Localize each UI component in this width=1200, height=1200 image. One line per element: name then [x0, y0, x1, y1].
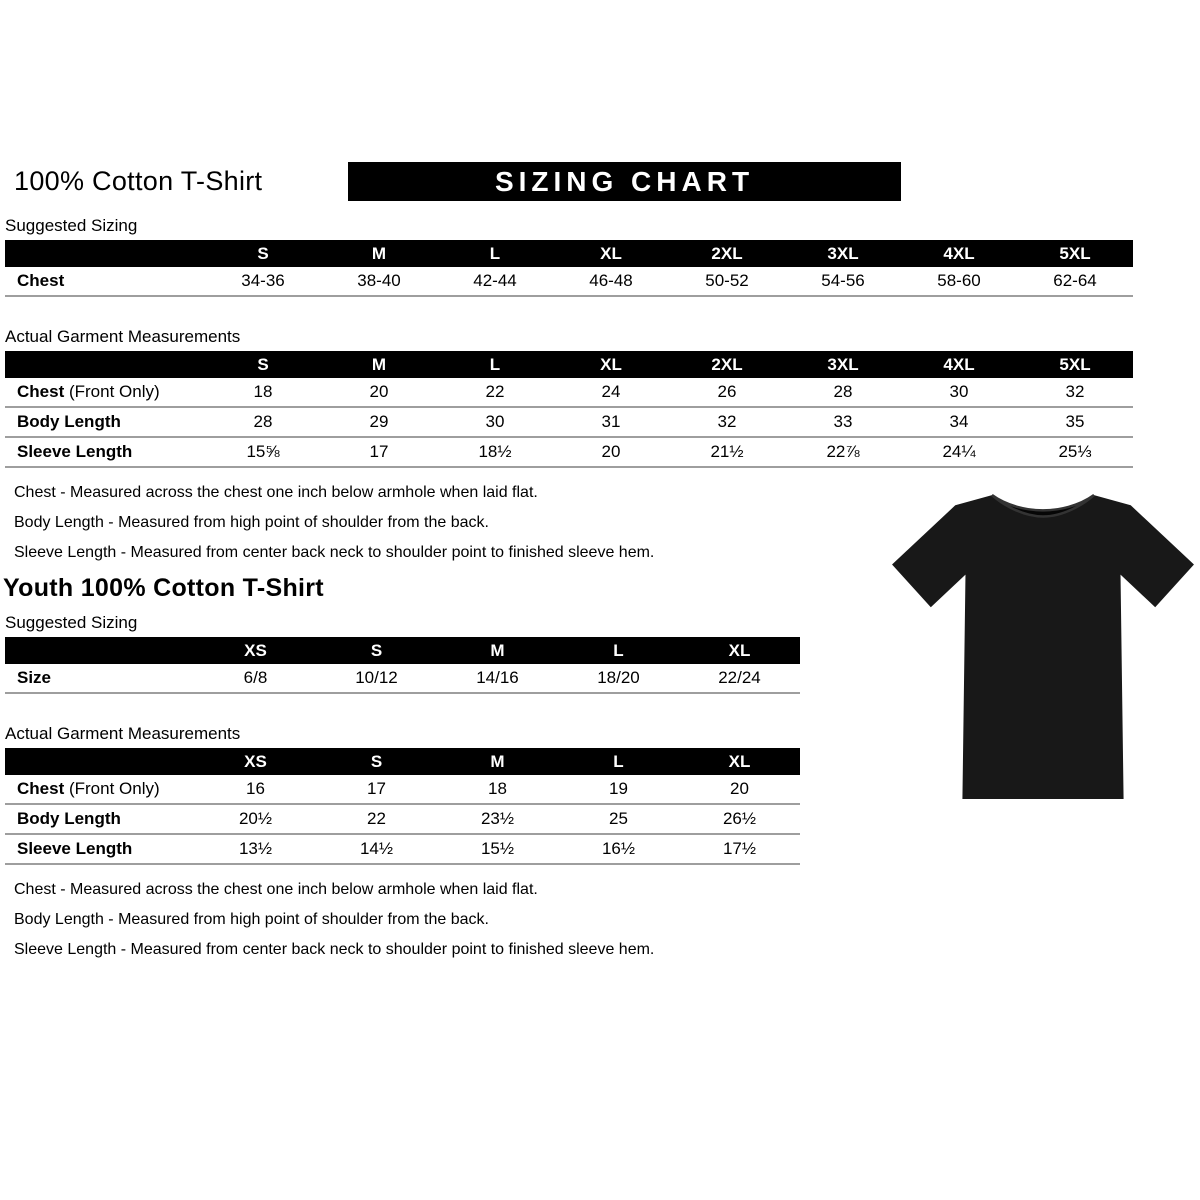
table-row — [5, 437, 1133, 467]
cell: 50-52 — [669, 267, 785, 296]
cell: 24 — [553, 378, 669, 407]
row-label — [5, 407, 205, 437]
header-spacer — [5, 240, 205, 267]
cell: 16½ — [558, 834, 679, 864]
title-row — [0, 162, 1200, 210]
size-col-header: 3XL — [785, 351, 901, 378]
cell: 33 — [785, 407, 901, 437]
row-label — [5, 775, 195, 804]
cell: 6/8 — [195, 664, 316, 693]
cell: 17 — [321, 437, 437, 467]
cell: 34-36 — [205, 267, 321, 296]
size-col-header: L — [437, 351, 553, 378]
header-row — [5, 748, 800, 775]
header-row — [5, 637, 800, 664]
row-label — [5, 267, 205, 296]
cell: 30 — [901, 378, 1017, 407]
cell: 18/20 — [558, 664, 679, 693]
cell: 54-56 — [785, 267, 901, 296]
row-label-text: Chest — [17, 779, 65, 798]
cell: 42-44 — [437, 267, 553, 296]
size-col-header: XL — [553, 240, 669, 267]
row-label — [5, 664, 195, 693]
note-line: Chest - Measured across the chest one inch below armhole when laid flat. — [14, 484, 538, 501]
cell: 23½ — [437, 804, 558, 834]
cell: 32 — [1017, 378, 1133, 407]
header-spacer — [5, 351, 205, 378]
cell: 32 — [669, 407, 785, 437]
header-row — [5, 240, 1133, 267]
note-line: Body Length - Measured from high point of shoulder from the back. — [14, 911, 489, 928]
table-row — [5, 804, 800, 834]
cell: 22⅞ — [785, 437, 901, 467]
cell: 22 — [437, 378, 553, 407]
size-col-header: L — [558, 748, 679, 775]
cell: 15½ — [437, 834, 558, 864]
cell: 13½ — [195, 834, 316, 864]
cell: 62-64 — [1017, 267, 1133, 296]
size-col-header: 3XL — [785, 240, 901, 267]
cell: 58-60 — [901, 267, 1017, 296]
row-label-text: Chest — [17, 382, 65, 401]
table-row — [5, 378, 1133, 407]
size-col-header: S — [316, 637, 437, 664]
row-label-text: Sleeve Length — [17, 839, 133, 858]
row-label-text: Body Length — [17, 412, 121, 431]
cell: 22/24 — [679, 664, 800, 693]
size-col-header: L — [437, 240, 553, 267]
cell: 14/16 — [437, 664, 558, 693]
cell: 35 — [1017, 407, 1133, 437]
size-col-header: S — [205, 351, 321, 378]
row-label — [5, 804, 195, 834]
cell: 26½ — [679, 804, 800, 834]
sizing-chart-banner: SIZING CHART — [348, 162, 901, 201]
size-col-header: XL — [679, 748, 800, 775]
cell: 18 — [205, 378, 321, 407]
note-line: Sleeve Length - Measured from center back neck to shoulder point to finished sleeve hem. — [14, 941, 655, 958]
table-row — [5, 834, 800, 864]
cell: 20 — [553, 437, 669, 467]
youth-garment-measurements-label: Actual Garment Measurements — [5, 724, 241, 743]
size-col-header: M — [321, 351, 437, 378]
row-label-text: Sleeve Length — [17, 442, 133, 461]
black-tshirt-image — [890, 466, 1196, 822]
size-col-header: L — [558, 637, 679, 664]
cell: 34 — [901, 407, 1017, 437]
row-label — [5, 834, 195, 864]
size-col-header: M — [437, 637, 558, 664]
adult-garment-measurements-label: Actual Garment Measurements — [5, 327, 241, 346]
header-spacer — [5, 748, 195, 775]
note-line: Sleeve Length - Measured from center back neck to shoulder point to finished sleeve hem. — [14, 544, 655, 561]
youth-section-title: Youth 100% Cotton T-Shirt — [3, 574, 324, 602]
cell: 20 — [321, 378, 437, 407]
size-col-header: M — [321, 240, 437, 267]
cell: 17 — [316, 775, 437, 804]
cell: 20½ — [195, 804, 316, 834]
cell: 29 — [321, 407, 437, 437]
size-col-header: 5XL — [1017, 351, 1133, 378]
size-col-header: XS — [195, 637, 316, 664]
size-col-header: M — [437, 748, 558, 775]
size-col-header: XL — [553, 351, 669, 378]
cell: 14½ — [316, 834, 437, 864]
row-label — [5, 378, 205, 407]
row-label — [5, 437, 205, 467]
size-col-header: S — [316, 748, 437, 775]
size-col-header: 4XL — [901, 240, 1017, 267]
row-label-text: Chest — [17, 271, 65, 290]
cell: 19 — [558, 775, 679, 804]
size-col-header: 2XL — [669, 240, 785, 267]
row-label-text: Body Length — [17, 809, 121, 828]
row-label-text: Size — [17, 668, 52, 687]
cell: 18½ — [437, 437, 553, 467]
size-col-header: 2XL — [669, 351, 785, 378]
youth-measurement-notes — [14, 881, 1200, 959]
row-label-note: (Front Only) — [64, 382, 160, 401]
page-title: 100% Cotton T-Shirt — [14, 166, 263, 196]
cell: 15⅝ — [205, 437, 321, 467]
adult-suggested-sizing-table — [5, 240, 1133, 297]
note-line: Body Length - Measured from high point of shoulder from the back. — [14, 514, 489, 531]
cell: 17½ — [679, 834, 800, 864]
cell: 28 — [785, 378, 901, 407]
cell: 31 — [553, 407, 669, 437]
cell: 20 — [679, 775, 800, 804]
row-label-note: (Front Only) — [64, 779, 160, 798]
youth-suggested-sizing-table — [5, 637, 800, 694]
cell: 18 — [437, 775, 558, 804]
cell: 25 — [558, 804, 679, 834]
size-col-header: XS — [195, 748, 316, 775]
adult-suggested-sizing-label: Suggested Sizing — [5, 216, 138, 235]
table-row — [5, 664, 800, 693]
table-row — [5, 267, 1133, 296]
table-row — [5, 407, 1133, 437]
note-line: Chest - Measured across the chest one inch below armhole when laid flat. — [14, 881, 538, 898]
cell: 21½ — [669, 437, 785, 467]
cell: 24¼ — [901, 437, 1017, 467]
youth-suggested-sizing-label: Suggested Sizing — [5, 613, 138, 632]
size-col-header: 4XL — [901, 351, 1017, 378]
cell: 46-48 — [553, 267, 669, 296]
cell: 30 — [437, 407, 553, 437]
cell: 16 — [195, 775, 316, 804]
size-col-header: S — [205, 240, 321, 267]
header-spacer — [5, 637, 195, 664]
adult-garment-measurements-table — [5, 351, 1133, 468]
youth-garment-measurements-table — [5, 748, 800, 865]
cell: 26 — [669, 378, 785, 407]
cell: 25⅓ — [1017, 437, 1133, 467]
size-col-header: XL — [679, 637, 800, 664]
cell: 28 — [205, 407, 321, 437]
cell: 38-40 — [321, 267, 437, 296]
size-col-header: 5XL — [1017, 240, 1133, 267]
header-row — [5, 351, 1133, 378]
cell: 10/12 — [316, 664, 437, 693]
cell: 22 — [316, 804, 437, 834]
table-row — [5, 775, 800, 804]
